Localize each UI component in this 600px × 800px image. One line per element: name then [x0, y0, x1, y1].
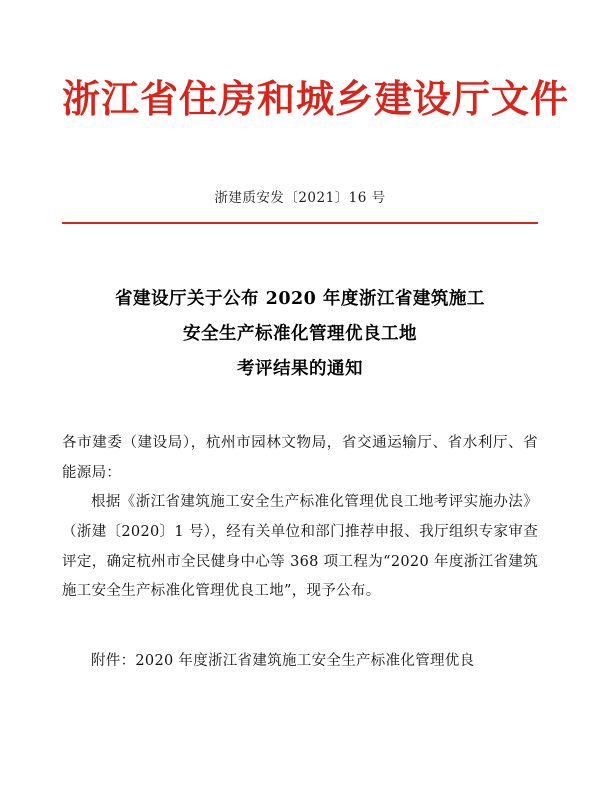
document-number: 浙建质安发〔2021〕16 号: [214, 189, 386, 206]
main-paragraph: 根据《浙江省建筑施工安全生产标准化管理优良工地考评实施办法》（浙建〔2020〕1 号），经有关单位和部门推荐申报、我厅组织专家审查评定，确定杭州市全民健身中心等 368 项工程为“2020 年度浙江省建筑施工安全生产标准化管理优良工地”，现予公布。: [62, 494, 538, 600]
document-content: [62, 429, 538, 607]
letterhead-title: 浙江省住房和城乡建设厅文件: [62, 76, 570, 121]
attachment-line: 附件：2020 年度浙江省建筑施工安全生产标准化管理优良: [91, 653, 475, 670]
title-line-2: 安全生产标准化管理优良工地: [183, 323, 417, 344]
title-line-1: 省建设厅关于公布 2020 年度浙江省建筑施工: [115, 288, 485, 309]
red-divider-rule: [62, 222, 538, 224]
recipient-paragraph: 各市建委（建设局），杭州市园林文物局，省交通运输厅、省水利厅、省能源局：: [62, 434, 538, 481]
title-line-3: 考评结果的通知: [237, 358, 363, 379]
document-title: [62, 282, 538, 387]
